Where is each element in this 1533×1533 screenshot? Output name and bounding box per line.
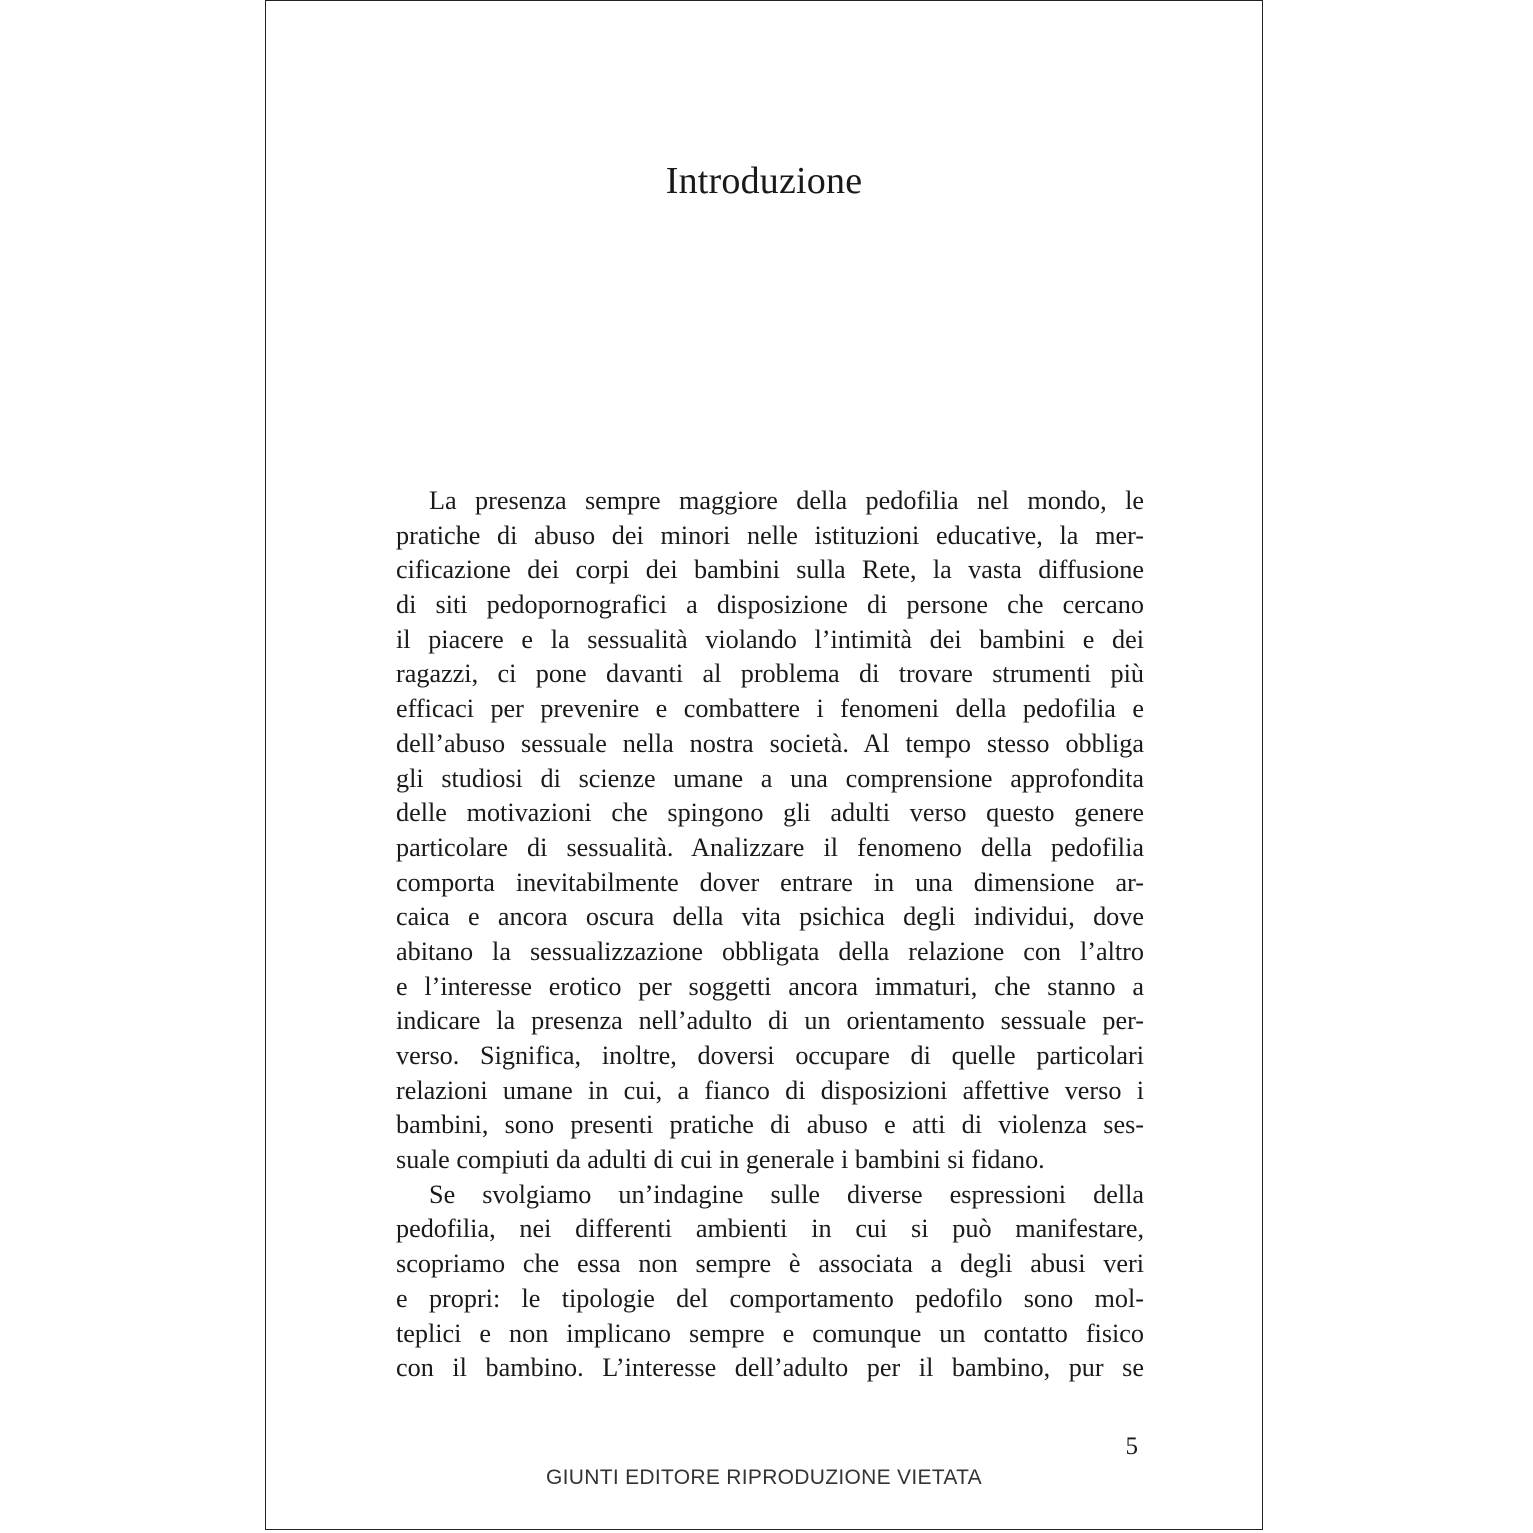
text-line: pratiche di abuso dei minori nelle istituzioni educative, la mer- bbox=[396, 520, 1144, 550]
paragraph-1 bbox=[396, 484, 1144, 1178]
text-line: e l’interesse erotico per soggetti ancora immaturi, che stanno a bbox=[396, 971, 1144, 1001]
text-line: con il bambino. L’interesse dell’adulto per il bambino, pur se bbox=[396, 1353, 1144, 1383]
book-page bbox=[265, 0, 1263, 1530]
text-line: suale compiuti da adulti di cui in generale i bambini si fidano. bbox=[396, 1145, 1045, 1175]
text-line: il piacere e la sessualità violando l’intimità dei bambini e dei bbox=[396, 624, 1144, 654]
copyright-watermark: GIUNTI EDITORE RIPRODUZIONE VIETATA bbox=[546, 1466, 982, 1489]
text-line: dell’abuso sessuale nella nostra società. Al tempo stesso obbliga bbox=[396, 728, 1144, 758]
text-line: delle motivazioni che spingono gli adulti verso questo genere bbox=[396, 798, 1144, 828]
text-line: caica e ancora oscura della vita psichica degli individui, dove bbox=[396, 902, 1144, 932]
text-line: La presenza sempre maggiore della pedofilia nel mondo, le bbox=[429, 486, 1144, 515]
chapter-title: Introduzione bbox=[665, 160, 863, 202]
text-line: ragazzi, ci pone davanti al problema di trovare strumenti più bbox=[396, 659, 1144, 689]
text-line: relazioni umane in cui, a fianco di disposizioni affettive verso i bbox=[396, 1075, 1144, 1105]
text-line: particolare di sessualità. Analizzare il fenomeno della pedofilia bbox=[396, 832, 1144, 862]
text-line: efficaci per prevenire e combattere i fenomeni della pedofilia e bbox=[396, 694, 1144, 724]
text-line: teplici e non implicano sempre e comunque un contatto fisico bbox=[396, 1318, 1144, 1348]
text-line: abitano la sessualizzazione obbligata della relazione con l’altro bbox=[396, 936, 1144, 966]
text-line: verso. Significa, inoltre, doversi occupare di quelle particolari bbox=[396, 1041, 1144, 1070]
text-line: bambini, sono presenti pratiche di abuso e atti di violenza ses- bbox=[396, 1110, 1144, 1140]
text-line: comporta inevitabilmente dover entrare in una dimensione ar- bbox=[396, 867, 1144, 897]
text-line: Se svolgiamo un’indagine sulle diverse espressioni della bbox=[429, 1179, 1144, 1209]
text-line: gli studiosi di scienze umane a una comprensione approfondita bbox=[396, 763, 1144, 793]
text-line: cificazione dei corpi dei bambini sulla Rete, la vasta diffusione bbox=[396, 555, 1144, 585]
page-number: 5 bbox=[1125, 1433, 1138, 1460]
paragraph-2 bbox=[396, 1178, 1144, 1386]
text-line: indicare la presenza nell’adulto di un orientamento sessuale per- bbox=[396, 1006, 1144, 1036]
text-line: scopriamo che essa non sempre è associata a degli abusi veri bbox=[396, 1249, 1144, 1279]
body-text bbox=[396, 484, 1144, 1386]
text-line: di siti pedopornografici a disposizione di persone che cercano bbox=[396, 590, 1144, 620]
text-line: pedofilia, nei differenti ambienti in cui si può manifestare, bbox=[396, 1214, 1144, 1244]
text-line: e propri: le tipologie del comportamento pedofilo sono mol- bbox=[396, 1283, 1144, 1313]
